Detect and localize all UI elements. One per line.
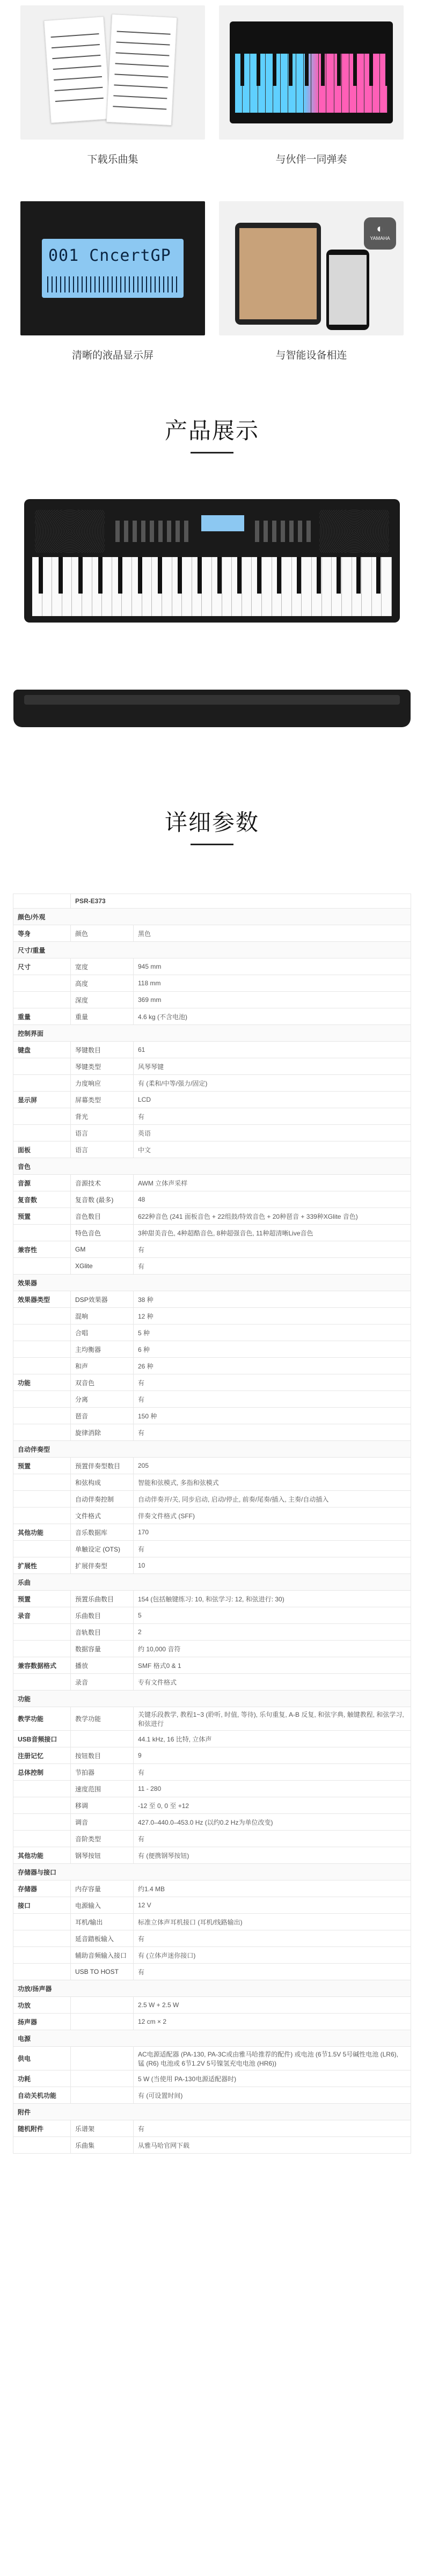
spec-cell-c1: USB音频接口 <box>13 1731 71 1747</box>
spec-cell-c2 <box>71 2047 134 2070</box>
spec-row <box>13 1964 411 1980</box>
spec-cell-c2: 自动伴奏控制 <box>71 1491 134 1507</box>
spec-cell-c1: 重量 <box>13 1008 71 1025</box>
spec-cell-c1 <box>13 1424 71 1441</box>
spec-row <box>13 1814 411 1831</box>
spec-cell-c3: 有 <box>134 1964 411 1980</box>
spec-section-label: 附件 <box>13 2104 411 2120</box>
spec-cell-c3: 48 <box>134 1191 411 1208</box>
spec-cell-c2: 预置乐曲数目 <box>71 1591 134 1607</box>
spec-cell-c1: 教学功能 <box>13 1707 71 1731</box>
spec-cell-c1: 兼容性 <box>13 1241 71 1258</box>
spec-row <box>13 958 411 975</box>
spec-cell-c1 <box>13 1408 71 1424</box>
spec-cell-c2: 背光 <box>71 1108 134 1125</box>
spec-cell-c3: 有 <box>134 1108 411 1125</box>
spec-cell-c1: 显示屏 <box>13 1092 71 1108</box>
spec-row <box>13 1408 411 1424</box>
spec-row <box>13 1914 411 1930</box>
spec-row <box>13 1391 411 1408</box>
spec-row <box>13 925 411 942</box>
spec-cell-c3: 10 <box>134 1557 411 1574</box>
spec-cell-c2: 按钮数目 <box>71 1747 134 1764</box>
spec-cell-c1 <box>13 1125 71 1141</box>
spec-cell-c1 <box>13 1491 71 1507</box>
spec-section-label: 存储器与接口 <box>13 1864 411 1880</box>
spec-cell-c3: 有 <box>134 1391 411 1408</box>
spec-cell-c1: 其他功能 <box>13 1524 71 1541</box>
spec-section-row <box>13 1158 411 1175</box>
spec-cell-c3: 44.1 kHz, 16 比特, 立体声 <box>134 1731 411 1747</box>
spec-cell-c3: 英语 <box>134 1125 411 1141</box>
spec-cell-c3: 5 <box>134 1607 411 1624</box>
spec-cell-c1 <box>13 1324 71 1341</box>
spec-cell-c3: 黑色 <box>134 925 411 942</box>
spec-section-label: 自动伴奏型 <box>13 1441 411 1458</box>
spec-cell-c1 <box>13 2137 71 2154</box>
spec-row <box>13 1141 411 1158</box>
spec-cell-c3: 有 <box>134 1831 411 1847</box>
spec-row <box>13 1474 411 1491</box>
spec-cell-c1 <box>13 1258 71 1275</box>
spec-cell-c3: 有 <box>134 2120 411 2137</box>
title-underline <box>191 452 233 453</box>
spec-cell-c3: 11 - 280 <box>134 1781 411 1797</box>
spec-cell-c1: 效果器类型 <box>13 1291 71 1308</box>
spec-cell-c3: 2.5 W + 2.5 W <box>134 1997 411 2014</box>
product-showcase-title: 产品展示 <box>164 418 259 443</box>
spec-row <box>13 1781 411 1797</box>
spec-cell-c3: 有 (可设置时间) <box>134 2087 411 2104</box>
spec-row <box>13 1324 411 1341</box>
spec-cell-c2: 乐曲数目 <box>71 1607 134 1624</box>
spec-cell-c2: 乐曲集 <box>71 2137 134 2154</box>
spec-row <box>13 1058 411 1075</box>
spec-model: PSR-E373 <box>71 894 411 909</box>
lcd-display-image <box>20 201 205 335</box>
spec-section-row <box>13 1025 411 1042</box>
spec-cell-c1 <box>13 1308 71 1324</box>
spec-row <box>13 1308 411 1324</box>
spec-cell-c2: 调音 <box>71 1814 134 1831</box>
spec-cell-c1: 存储器 <box>13 1880 71 1897</box>
spec-section-row <box>13 1864 411 1880</box>
spec-cell-c3: 12 V <box>134 1897 411 1914</box>
title-underline <box>191 844 233 845</box>
spec-cell-c1 <box>13 975 71 992</box>
spec-cell-c1 <box>13 1624 71 1641</box>
spec-cell-c2: 教学功能 <box>71 1707 134 1731</box>
spec-cell-c3: LCD <box>134 1092 411 1108</box>
spec-cell-c1: 兼容数据格式 <box>13 1657 71 1674</box>
spec-cell-c3: 622种音色 (241 面板音色 + 22组鼓/特效音色 + 20种琶音 + 339种XGlite 音色) <box>134 1208 411 1225</box>
spec-model-row <box>13 894 411 909</box>
spec-row <box>13 1458 411 1474</box>
spec-cell-c2: 重量 <box>71 1008 134 1025</box>
spec-cell-c1: 预置 <box>13 1208 71 1225</box>
spec-cell-c3: 自动伴奏开/关, 同步启动, 启动/停止, 前奏/尾奏/插入, 主奏/自动插入 <box>134 1491 411 1507</box>
spec-cell-c2: 扩展伴奏型 <box>71 1557 134 1574</box>
spec-cell-c2 <box>71 1997 134 2014</box>
spec-cell-c2: 深度 <box>71 992 134 1008</box>
spec-row <box>13 1831 411 1847</box>
spec-row <box>13 2137 411 2154</box>
spec-row <box>13 1191 411 1208</box>
spec-row <box>13 1607 411 1624</box>
spec-section-row <box>13 909 411 925</box>
spec-row <box>13 1491 411 1507</box>
spec-cell-c3: 智能和弦模式, 多指和弦模式 <box>134 1474 411 1491</box>
spec-cell-c2: 旋律消除 <box>71 1424 134 1441</box>
spec-cell-c2: 音轨数目 <box>71 1624 134 1641</box>
spec-row <box>13 1847 411 1864</box>
spec-row <box>13 1374 411 1391</box>
spec-cell-c3: 中文 <box>134 1141 411 1158</box>
spec-cell-c1 <box>13 1781 71 1797</box>
spec-cell-c3: 有 <box>134 1241 411 1258</box>
spec-cell-c3: 4.6 kg (不含电池) <box>134 1008 411 1025</box>
spec-section-label: 功放/扬声器 <box>13 1980 411 1997</box>
spec-cell-c2: 音阶类型 <box>71 1831 134 1847</box>
spec-cell-c3: 118 mm <box>134 975 411 992</box>
spec-cell-c2: 耳机/输出 <box>71 1914 134 1930</box>
spec-cell-c3: 伴奏文件格式 (SFF) <box>134 1507 411 1524</box>
spec-cell-c2: 颜色 <box>71 925 134 942</box>
spec-cell-c3: -12 至 0, 0 至 +12 <box>134 1797 411 1814</box>
spec-cell-c1: 音源 <box>13 1175 71 1191</box>
spec-cell-c1: 等身 <box>13 925 71 942</box>
spec-section-label: 尺寸/重量 <box>13 942 411 958</box>
spec-row <box>13 975 411 992</box>
keyboard-front-image <box>24 499 400 623</box>
spec-cell-c1 <box>13 1947 71 1964</box>
spec-section-label: 效果器 <box>13 1275 411 1291</box>
spec-cell-c2: XGlite <box>71 1258 134 1275</box>
spec-cell-c1: 面板 <box>13 1141 71 1158</box>
spec-model-spacer <box>13 894 71 909</box>
spec-row <box>13 2120 411 2137</box>
spec-cell-c3: 26 种 <box>134 1358 411 1374</box>
spec-cell-c2: 琶音 <box>71 1408 134 1424</box>
feature-lcd-display <box>20 201 205 362</box>
spec-cell-c1 <box>13 1914 71 1930</box>
spec-row <box>13 1557 411 1574</box>
spec-cell-c3: 约1.4 MB <box>134 1880 411 1897</box>
spec-cell-c1: 总体控制 <box>13 1764 71 1781</box>
keyboard-lights-image <box>219 5 404 140</box>
spec-row <box>13 1225 411 1241</box>
feature-smart-device <box>219 201 404 362</box>
spec-cell-c3: AC电源适配器 (PA-130, PA-3C或由雅马哈推荐的配件) 或电池 (6节1.5V 5号碱性电池 (LR6), 锰 (R6) 电池或 6节1.2V 5号镍氢充电电池 (HR6)) <box>134 2047 411 2070</box>
spec-cell-c2: USB TO HOST <box>71 1964 134 1980</box>
spec-cell-c2: 屏幕类型 <box>71 1092 134 1108</box>
spec-cell-c3: 205 <box>134 1458 411 1474</box>
keyboard-side-image <box>13 690 411 727</box>
spec-section-row <box>13 942 411 958</box>
spec-row <box>13 1008 411 1025</box>
spec-cell-c1 <box>13 1814 71 1831</box>
sheet-music-image <box>20 5 205 140</box>
spec-cell-c1: 功放 <box>13 1997 71 2014</box>
feature-download-songbook <box>20 5 205 166</box>
spec-cell-c3: SMF 格式0 & 1 <box>134 1657 411 1674</box>
spec-cell-c1 <box>13 1391 71 1408</box>
spec-cell-c3: 约 10,000 音符 <box>134 1641 411 1657</box>
spec-cell-c3: 61 <box>134 1042 411 1058</box>
spec-cell-c1 <box>13 1474 71 1491</box>
spec-cell-c3: 有 <box>134 1374 411 1391</box>
spec-cell-c2: 混响 <box>71 1308 134 1324</box>
spec-section-row <box>13 1980 411 1997</box>
spec-row <box>13 1591 411 1607</box>
spec-row <box>13 1175 411 1191</box>
spec-cell-c3: 427.0–440.0–453.0 Hz (以约0.2 Hz为单位改变) <box>134 1814 411 1831</box>
spec-row <box>13 1291 411 1308</box>
spec-cell-c3: 12 种 <box>134 1308 411 1324</box>
spec-cell-c3: AWM 立体声采样 <box>134 1175 411 1191</box>
spec-cell-c2: 钢琴按钮 <box>71 1847 134 1864</box>
spec-cell-c2: 内存容量 <box>71 1880 134 1897</box>
spec-row <box>13 1524 411 1541</box>
spec-cell-c2: 双音色 <box>71 1374 134 1391</box>
spec-cell-c1: 功耗 <box>13 2070 71 2087</box>
app-icon-label: YAMAHA <box>370 236 390 241</box>
spec-cell-c2: 特色音色 <box>71 1225 134 1241</box>
spec-title: 详细参数 <box>164 810 259 835</box>
spec-section-row <box>13 1574 411 1591</box>
spec-cell-c2: 和声 <box>71 1358 134 1374</box>
feature-caption: 与伙伴一同弹奏 <box>275 154 347 165</box>
spec-cell-c3: 关键乐段教学, 教程1~3 (聆听, 时值, 等待), 乐句重复, A-B 反复, 和弦字典, 触键教程, 和弦学习, 和弦进行 <box>134 1707 411 1731</box>
spec-cell-c2: 数据容量 <box>71 1641 134 1657</box>
spec-row <box>13 1797 411 1814</box>
spec-section-row <box>13 2104 411 2120</box>
spec-cell-c1 <box>13 1341 71 1358</box>
spec-row <box>13 1258 411 1275</box>
spec-cell-c1 <box>13 1075 71 1092</box>
spec-cell-c1: 功能 <box>13 1374 71 1391</box>
spec-cell-c3: 6 种 <box>134 1341 411 1358</box>
spec-section-row <box>13 1690 411 1707</box>
spec-row <box>13 1947 411 1964</box>
smart-device-image <box>219 201 404 335</box>
spec-cell-c2: 音乐数据库 <box>71 1524 134 1541</box>
spec-cell-c2 <box>71 2087 134 2104</box>
spec-row <box>13 1125 411 1141</box>
spec-cell-c2: 移调 <box>71 1797 134 1814</box>
spec-cell-c2 <box>71 1731 134 1747</box>
spec-cell-c1 <box>13 1641 71 1657</box>
feature-caption: 下载乐曲集 <box>87 154 138 165</box>
spec-row <box>13 2070 411 2087</box>
spec-cell-c2: DSP效果器 <box>71 1291 134 1308</box>
spec-row <box>13 1731 411 1747</box>
spec-cell-c2: 合唱 <box>71 1324 134 1341</box>
spec-cell-c1: 复音数 <box>13 1191 71 1208</box>
spec-row <box>13 1208 411 1225</box>
spec-cell-c1: 随机附件 <box>13 2120 71 2137</box>
spec-row <box>13 2047 411 2070</box>
spec-cell-c3: 12 cm × 2 <box>134 2014 411 2030</box>
spec-section-label: 颜色/外观 <box>13 909 411 925</box>
spec-cell-c1 <box>13 1797 71 1814</box>
lcd-readout: 001 CncertGP <box>48 246 171 265</box>
spec-cell-c3: 38 种 <box>134 1291 411 1308</box>
spec-row <box>13 1541 411 1557</box>
spec-cell-c2: 音色数目 <box>71 1208 134 1225</box>
spec-cell-c2: 录音 <box>71 1674 134 1690</box>
spec-cell-c2: 乐谱架 <box>71 2120 134 2137</box>
spec-cell-c1: 键盘 <box>13 1042 71 1058</box>
spec-cell-c3: 有 <box>134 1764 411 1781</box>
spec-section-label: 音色 <box>13 1158 411 1175</box>
spec-cell-c3: 有 (便携钢琴按钮) <box>134 1847 411 1864</box>
spec-cell-c1 <box>13 1058 71 1075</box>
spec-section-label: 功能 <box>13 1690 411 1707</box>
spec-row <box>13 992 411 1008</box>
spec-cell-c1 <box>13 1358 71 1374</box>
spec-cell-c1: 注册记忆 <box>13 1747 71 1764</box>
spec-cell-c3: 5 种 <box>134 1324 411 1341</box>
app-icon: ◐ YAMAHA <box>364 217 396 250</box>
spec-cell-c2 <box>71 2014 134 2030</box>
spec-cell-c1: 供电 <box>13 2047 71 2070</box>
spec-cell-c2: 宽度 <box>71 958 134 975</box>
spec-row <box>13 2014 411 2030</box>
spec-row <box>13 1897 411 1914</box>
spec-section-row <box>13 1275 411 1291</box>
spec-cell-c2: 语言 <box>71 1125 134 1141</box>
feature-caption: 与智能设备相连 <box>275 350 347 361</box>
spec-cell-c2: 单触设定 (OTS) <box>71 1541 134 1557</box>
spec-row <box>13 1930 411 1947</box>
spec-row <box>13 2087 411 2104</box>
spec-cell-c1 <box>13 1964 71 1980</box>
spec-row <box>13 1880 411 1897</box>
spec-row <box>13 1075 411 1092</box>
spec-cell-c3: 369 mm <box>134 992 411 1008</box>
spec-cell-c2: 琴键数目 <box>71 1042 134 1058</box>
spec-cell-c1 <box>13 1930 71 1947</box>
spec-row <box>13 1997 411 2014</box>
spec-cell-c1: 接口 <box>13 1897 71 1914</box>
spec-row <box>13 1624 411 1641</box>
spec-section-label: 电源 <box>13 2030 411 2047</box>
spec-cell-c1: 录音 <box>13 1607 71 1624</box>
spec-cell-c1: 预置 <box>13 1458 71 1474</box>
spec-cell-c1: 预置 <box>13 1591 71 1607</box>
spec-row <box>13 1674 411 1690</box>
spec-row <box>13 1424 411 1441</box>
spec-cell-c2: 力度响应 <box>71 1075 134 1092</box>
spec-cell-c2: 复音数 (最多) <box>71 1191 134 1208</box>
spec-row <box>13 1241 411 1258</box>
spec-cell-c3: 有 (柔和/中等/强力/固定) <box>134 1075 411 1092</box>
spec-cell-c1: 其他功能 <box>13 1847 71 1864</box>
spec-cell-c3: 有 <box>134 1930 411 1947</box>
spec-cell-c3: 170 <box>134 1524 411 1541</box>
spec-cell-c2: 辅助音频输入接口 <box>71 1947 134 1964</box>
spec-cell-c2 <box>71 2070 134 2087</box>
spec-cell-c3: 150 种 <box>134 1408 411 1424</box>
spec-row <box>13 1042 411 1058</box>
spec-cell-c3: 2 <box>134 1624 411 1641</box>
feature-grid <box>20 0 404 386</box>
spec-cell-c3: 有 (立体声迷你接口) <box>134 1947 411 1964</box>
spec-cell-c3: 154 (包括触键练习: 10, 和弦学习: 12, 和弦进行: 30) <box>134 1591 411 1607</box>
spec-cell-c3: 有 <box>134 1424 411 1441</box>
spec-row <box>13 1341 411 1358</box>
spec-cell-c2: 预置伴奏型数目 <box>71 1458 134 1474</box>
spec-cell-c2: 播放 <box>71 1657 134 1674</box>
feature-caption: 清晰的液晶显示屏 <box>71 350 153 361</box>
spec-cell-c2: 语言 <box>71 1141 134 1158</box>
spec-cell-c1 <box>13 1674 71 1690</box>
spec-cell-c1: 扬声器 <box>13 2014 71 2030</box>
spec-cell-c2: 速度范围 <box>71 1781 134 1797</box>
spec-cell-c3: 5 W (当使用 PA-130电源适配器时) <box>134 2070 411 2087</box>
spec-row <box>13 1641 411 1657</box>
spec-cell-c2: 延音踏板输入 <box>71 1930 134 1947</box>
spec-section-label: 乐曲 <box>13 1574 411 1591</box>
spec-cell-c1 <box>13 1225 71 1241</box>
spec-row <box>13 1358 411 1374</box>
spec-section-label: 控制界面 <box>13 1025 411 1042</box>
spec-cell-c1 <box>13 1507 71 1524</box>
spec-cell-c3: 有 <box>134 1258 411 1275</box>
spec-cell-c1: 扩展性 <box>13 1557 71 1574</box>
spec-cell-c1 <box>13 1108 71 1125</box>
spec-cell-c1: 自动关机功能 <box>13 2087 71 2104</box>
spec-cell-c2: 主均衡器 <box>71 1341 134 1358</box>
spec-cell-c3: 945 mm <box>134 958 411 975</box>
spec-cell-c2: 文件格式 <box>71 1507 134 1524</box>
spec-cell-c2: 高度 <box>71 975 134 992</box>
feature-play-together <box>219 5 404 166</box>
spec-row <box>13 1507 411 1524</box>
spec-cell-c2: 分离 <box>71 1391 134 1408</box>
spec-cell-c1 <box>13 1541 71 1557</box>
spec-cell-c3: 9 <box>134 1747 411 1764</box>
spec-cell-c2: 和弦构成 <box>71 1474 134 1491</box>
spec-cell-c2: 节拍器 <box>71 1764 134 1781</box>
spec-cell-c3: 风琴琴键 <box>134 1058 411 1075</box>
spec-row <box>13 1657 411 1674</box>
spec-cell-c3: 标准立体声耳机接口 (耳机/线路输出) <box>134 1914 411 1930</box>
spec-row <box>13 1092 411 1108</box>
spec-row <box>13 1707 411 1731</box>
spec-cell-c3: 专有文件格式 <box>134 1674 411 1690</box>
spec-cell-c2: 音源技术 <box>71 1175 134 1191</box>
spec-cell-c1 <box>13 992 71 1008</box>
spec-cell-c1 <box>13 1831 71 1847</box>
spec-table <box>13 894 411 2154</box>
spec-cell-c1: 尺寸 <box>13 958 71 975</box>
spec-cell-c3: 3种甜美音色, 4种超酷音色, 8种超强音色, 11种超清晰Live音色 <box>134 1225 411 1241</box>
spec-cell-c3: 从雅马哈官网下载 <box>134 2137 411 2154</box>
spec-row <box>13 1108 411 1125</box>
spec-cell-c3: 有 <box>134 1541 411 1557</box>
spec-row <box>13 1747 411 1764</box>
spec-row <box>13 1764 411 1781</box>
spec-section-row <box>13 2030 411 2047</box>
spec-cell-c2: 琴键类型 <box>71 1058 134 1075</box>
spec-cell-c2: GM <box>71 1241 134 1258</box>
spec-cell-c2: 电源输入 <box>71 1897 134 1914</box>
spec-section-row <box>13 1441 411 1458</box>
